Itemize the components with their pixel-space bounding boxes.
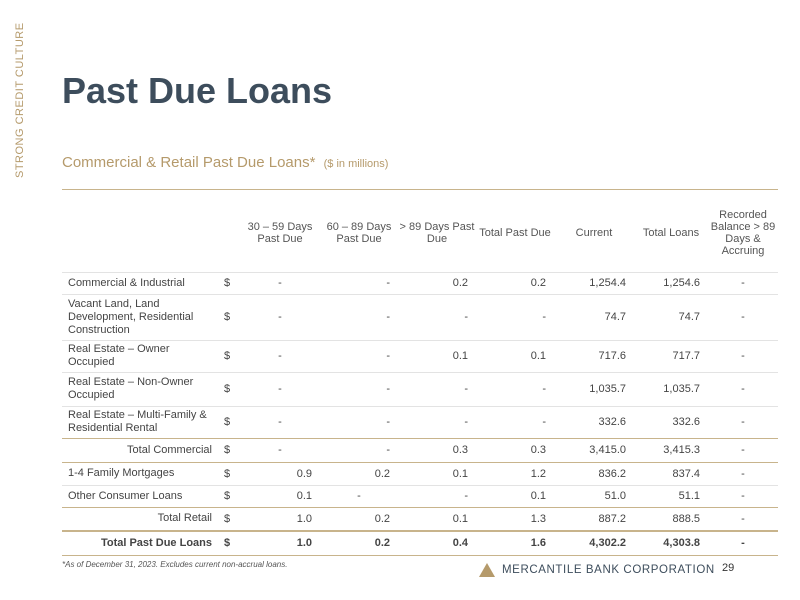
col-header: 30 – 59 Days Past Due (247, 220, 313, 245)
cell: 0.3 (398, 438, 476, 462)
currency-symbol: $ (218, 485, 240, 507)
grand-total-row (62, 531, 778, 555)
cell: 836.2 (554, 462, 634, 485)
cell: - (320, 272, 398, 294)
cell: - (240, 438, 320, 462)
cell: 0.1 (476, 485, 554, 507)
header-blank (218, 194, 240, 272)
cell: - (708, 272, 778, 294)
cell: - (398, 372, 476, 406)
cell: - (240, 272, 320, 294)
row-label: Commercial & Industrial (62, 272, 218, 294)
cell: - (240, 294, 320, 340)
row-label: 1-4 Family Mortgages (62, 462, 218, 485)
table-row (62, 462, 778, 485)
cell: - (398, 294, 476, 340)
row-label: Total Past Due Loans (62, 531, 218, 555)
cell: - (708, 462, 778, 485)
page-number: 29 (722, 562, 735, 574)
cell: 0.1 (398, 507, 476, 531)
table-row (62, 485, 778, 507)
cell: 1.6 (476, 531, 554, 555)
cell: 887.2 (554, 507, 634, 531)
side-label: STRONG CREDIT CULTURE (14, 22, 26, 178)
cell: - (240, 406, 320, 438)
table-row (62, 372, 778, 406)
cell: 4,302.2 (554, 531, 634, 555)
cell: - (708, 372, 778, 406)
currency-symbol: $ (218, 372, 240, 406)
cell: - (708, 507, 778, 531)
cell: 1,035.7 (634, 372, 708, 406)
cell: 1.2 (476, 462, 554, 485)
cell: 3,415.3 (634, 438, 708, 462)
cell: - (708, 340, 778, 372)
col-header: Total Loans (642, 226, 700, 239)
cell: - (240, 340, 320, 372)
cell: - (320, 340, 398, 372)
cell: - (708, 485, 778, 507)
col-header: Recorded Balance > 89 Days & Accruing (710, 208, 776, 257)
cell: - (708, 294, 778, 340)
cell: - (320, 485, 398, 507)
cell: - (476, 294, 554, 340)
row-label: Vacant Land, Land Development, Residential Construction (62, 294, 218, 340)
cell: 332.6 (554, 406, 634, 438)
cell: - (708, 438, 778, 462)
col-header: > 89 Days Past Due (399, 220, 475, 245)
currency-symbol: $ (218, 462, 240, 485)
cell: 51.0 (554, 485, 634, 507)
currency-symbol: $ (218, 340, 240, 372)
row-label: Real Estate – Multi-Family & Residential Rental (62, 406, 218, 438)
mercantile-logo-icon (479, 563, 495, 577)
cell: 1.0 (240, 531, 320, 555)
cell: 74.7 (634, 294, 708, 340)
col-header: Current (575, 226, 613, 239)
row-label: Total Commercial (62, 438, 218, 462)
currency-symbol: $ (218, 294, 240, 340)
cell: 1,254.6 (634, 272, 708, 294)
cell: - (320, 372, 398, 406)
cell: 717.7 (634, 340, 708, 372)
table-row (62, 294, 778, 340)
cell: 0.1 (398, 462, 476, 485)
currency-symbol: $ (218, 272, 240, 294)
cell: 0.4 (398, 531, 476, 555)
footnote: *As of December 31, 2023. Excludes current non-accrual loans. (62, 560, 288, 569)
cell: 0.2 (320, 462, 398, 485)
currency-symbol: $ (218, 406, 240, 438)
cell: - (320, 294, 398, 340)
col-header: Total Past Due (479, 226, 551, 239)
row-label: Total Retail (62, 507, 218, 531)
cell: - (320, 438, 398, 462)
cell: 0.2 (476, 272, 554, 294)
row-label: Real Estate – Owner Occupied (62, 340, 218, 372)
cell: 74.7 (554, 294, 634, 340)
table-subtitle (62, 154, 388, 171)
cell: 1,035.7 (554, 372, 634, 406)
cell: 837.4 (634, 462, 708, 485)
cell: 0.2 (320, 531, 398, 555)
col-header: 60 – 89 Days Past Due (326, 220, 392, 245)
currency-symbol: $ (218, 531, 240, 555)
cell: 51.1 (634, 485, 708, 507)
subtitle-text: Commercial & Retail Past Due Loans* (62, 154, 316, 171)
table-row (62, 406, 778, 438)
cell: 0.9 (240, 462, 320, 485)
page-title: Past Due Loans (62, 70, 333, 111)
cell: - (240, 372, 320, 406)
currency-symbol: $ (218, 438, 240, 462)
cell: - (398, 406, 476, 438)
cell: 0.1 (398, 340, 476, 372)
subtotal-row (62, 438, 778, 462)
cell: 1.0 (240, 507, 320, 531)
row-label: Real Estate – Non-Owner Occupied (62, 372, 218, 406)
cell: 0.2 (320, 507, 398, 531)
cell: 888.5 (634, 507, 708, 531)
header-row (62, 194, 778, 272)
cell: - (708, 406, 778, 438)
cell: 0.1 (240, 485, 320, 507)
cell: 1.3 (476, 507, 554, 531)
subtotal-row (62, 507, 778, 531)
table-row (62, 340, 778, 372)
cell: 717.6 (554, 340, 634, 372)
table-row (62, 272, 778, 294)
brand-name: MERCANTILE BANK CORPORATION (502, 564, 715, 576)
cell: - (320, 406, 398, 438)
cell: 4,303.8 (634, 531, 708, 555)
currency-symbol: $ (218, 507, 240, 531)
cell: 0.2 (398, 272, 476, 294)
cell: 0.1 (476, 340, 554, 372)
cell: - (708, 531, 778, 555)
cell: 1,254.4 (554, 272, 634, 294)
cell: - (476, 372, 554, 406)
header-blank (62, 194, 218, 272)
cell: 332.6 (634, 406, 708, 438)
cell: - (398, 485, 476, 507)
past-due-table (62, 194, 778, 556)
header-rule (62, 189, 778, 190)
cell: 3,415.0 (554, 438, 634, 462)
subtitle-unit: ($ in millions) (323, 158, 389, 170)
cell: 0.3 (476, 438, 554, 462)
row-label: Other Consumer Loans (62, 485, 218, 507)
cell: - (476, 406, 554, 438)
